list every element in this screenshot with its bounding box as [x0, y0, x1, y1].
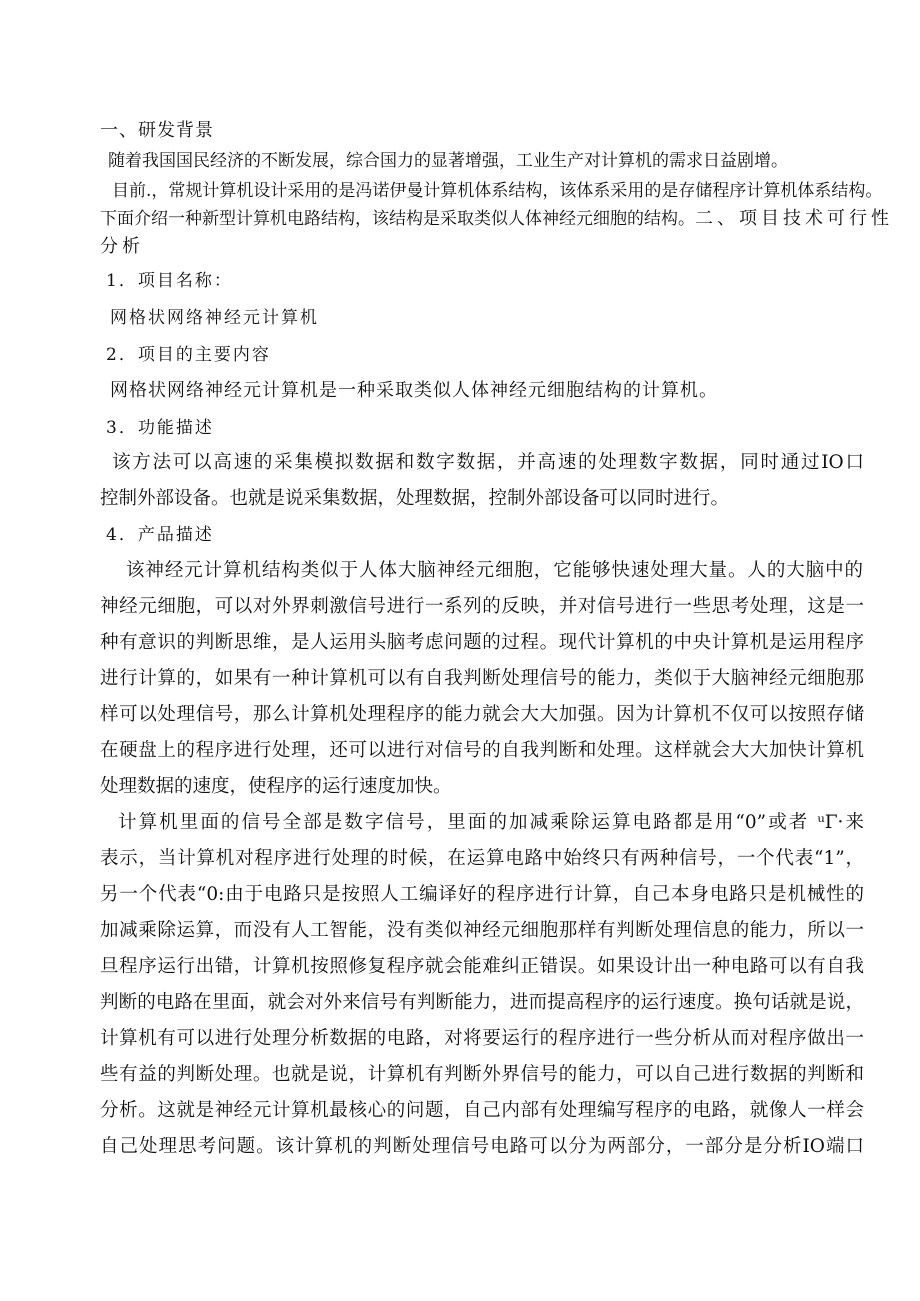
item-4-para2-line-5: 旦程序运行出错，计算机按照修复程序就会能难纠正错误。如果设计出一种电路可以有自我 [100, 956, 864, 977]
item-4-para2-line-2: 表示，当计算机对程序进行处理的时候，在运算电路中始终只有两种信号，一个代表“1”， [100, 848, 864, 869]
item-4-para1-line-5: 样可以处理信号，那么计算机处理程序的能力就会大大加强。因为计算机不仅可以按照存储 [100, 704, 864, 725]
item-4-para2-line-4: 加减乘除运算，而没有人工智能，没有类似神经元细胞那样有判断处理信息的能力，所以一 [100, 920, 864, 941]
item-4-para2-line-6: 判断的电路在里面，就会对外来信号有判断能力，进而提高程序的运行速度。换句话就是说， [100, 992, 864, 1013]
item-3-line-1: 该方法可以高速的采集模拟数据和数字数据，并高速的处理数字数据，同时通过IO口 [112, 452, 864, 473]
item-1-value: 网格状网络神经元计算机 [110, 308, 319, 328]
item-3-label: 3．功能描述 [106, 418, 214, 438]
item-4-para2-line-3: 另一个代表“0:由于电路只是按照人工编译好的程序进行计算，自己本身电路只是机械性的 [100, 884, 864, 905]
item-4-para2-line-9: 分析。这就是神经元计算机最核心的问题，自己内部有处理编写程序的电路，就像人一样会 [100, 1100, 864, 1121]
item-4-para1-line-7: 处理数据的速度，使程序的运行速度加快。 [100, 776, 452, 797]
paragraph-background-2-line1: 目前.，常规计算机设计采用的是冯诺伊曼计算机体系结构，该体系采用的是存储程序计算机体系结构。 [112, 181, 883, 201]
item-2-label: 2．项目的主要内容 [106, 345, 271, 365]
item-4-para1-line-1: 该神经元计算机结构类似于人体大脑神经元细胞，它能够快速处理大量。人的大脑中的 [126, 560, 863, 581]
item-4-para2-line-1: 计算机里面的信号全部是数字信号，里面的加减乘除运算电路都是用“0”或者 ᵘΓ·来 [118, 812, 864, 833]
paragraph-background-2-tail: 下面介绍一种新型计算机电路结构，该结构是采取类似人体神经元细胞的结构。 [100, 209, 695, 229]
section-heading-feasibility-cont: 分析 [100, 236, 144, 257]
item-4-para2-line-7: 计算机有可以进行处理分析数据的电路，对将要运行的程序进行一些分析从而对程序做出一 [100, 1028, 864, 1049]
paragraph-background-2-line2 [100, 208, 893, 230]
item-1-label: 1．项目名称： [106, 271, 233, 291]
item-4-para1-line-2: 神经元细胞，可以对外界刺激信号进行一系列的反映，并对信号进行一些思考处理，这是一 [100, 596, 864, 617]
item-4-para1-line-6: 在硬盘上的程序进行处理，还可以进行对信号的自我判断和处理。这样就会大大加快计算机 [100, 740, 864, 761]
section-heading-feasibility: 二、项目技术可行性 [695, 208, 893, 229]
item-4-para1-line-3: 种有意识的判断思维，是人运用头脑考虑问题的过程。现代计算机的中央计算机是运用程序 [100, 632, 864, 653]
item-3-line-2: 控制外部设备。也就是说采集数据，处理数据，控制外部设备可以同时进行。 [100, 488, 730, 509]
item-2-value: 网格状网络神经元计算机是一种采取类似人体神经元细胞结构的计算机。 [110, 380, 718, 401]
item-4-label: 4．产品描述 [106, 525, 214, 545]
item-4-para2-line-8: 些有益的判断处理。也就是说，计算机有判断外界信号的能力，可以自己进行数据的判断和 [100, 1064, 864, 1085]
item-4-para1-line-4: 进行计算的，如果有一种计算机可以有自我判断处理信号的能力，类似于大脑神经元细胞那 [100, 668, 864, 689]
section-heading-background: 一、研发背景 [100, 120, 214, 141]
paragraph-background-1: 随着我国国民经济的不断发展，综合国力的显著增强，工业生产对计算机的需求日益剧增。 [108, 151, 788, 171]
item-4-para2-line-10: 自己处理思考问题。该计算机的判断处理信号电路可以分为两部分，一部分是分析IO端口 [100, 1136, 864, 1157]
